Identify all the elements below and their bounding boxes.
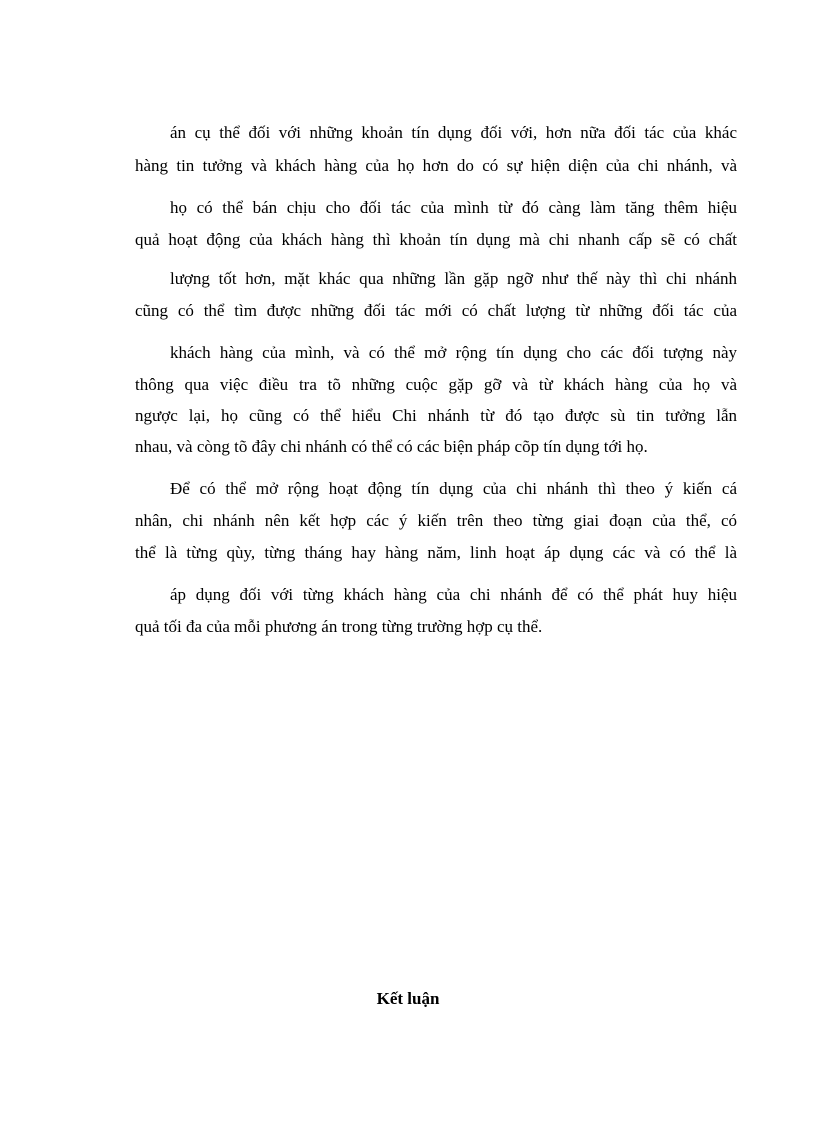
- text-line-14: áp dụng đối với từng khách hàng của chi nhánh để có thể phát huy hiệu: [170, 585, 737, 604]
- text-line-6: cũng có thể tìm được những đối tác mới có chất lượng từ những đối tác của: [135, 301, 737, 320]
- text-line-15: quả tối đa của mỗi phương án trong từng trường hợp cụ thể.: [135, 617, 543, 636]
- text-line-10: nhau, và còng tõ đây chi nhánh có thể có các biện pháp cõp tín dụng tới họ.: [135, 437, 648, 456]
- text-line-2: hàng tin tưởng và khách hàng của họ hơn do có sự hiện diện của chi nhánh, và: [135, 156, 737, 175]
- text-line-8: thông qua việc điều tra tõ những cuộc gặp gỡ và từ khách hàng của họ và: [135, 375, 737, 394]
- text-line-1: án cụ thể đối với những khoản tín dụng đối với, hơn nữa đối tác của khác: [170, 123, 737, 142]
- text-line-5: lượng tốt hơn, mặt khác qua những lần gặp ngỡ như thế này thì chi nhánh: [170, 269, 737, 288]
- text-line-11: Để có thể mở rộng hoạt động tín dụng của chi nhánh thì theo ý kiến cá: [170, 479, 737, 498]
- text-line-7: khách hàng của mình, và có thể mở rộng tín dụng cho các đối tượng này: [170, 343, 737, 362]
- section-heading: Kết luận: [376, 989, 440, 1008]
- text-line-4: quả hoạt động của khách hàng thì khoản tín dụng mà chi nhanh cấp sẽ có chất: [135, 230, 737, 249]
- text-line-9: ngược lại, họ cũng có thể hiểu Chi nhánh từ đó tạo được sù tin tưởng lẫn: [135, 406, 737, 425]
- text-line-3: họ có thể bán chịu cho đối tác của mình từ đó càng làm tăng thêm hiệu: [170, 198, 737, 217]
- text-line-12: nhân, chi nhánh nên kết hợp các ý kiến trên theo từng giai đoạn của thể, có: [135, 511, 737, 530]
- text-line-13: thể là từng qùy, từng tháng hay hàng năm, linh hoạt áp dụng các và có thể là: [135, 543, 737, 562]
